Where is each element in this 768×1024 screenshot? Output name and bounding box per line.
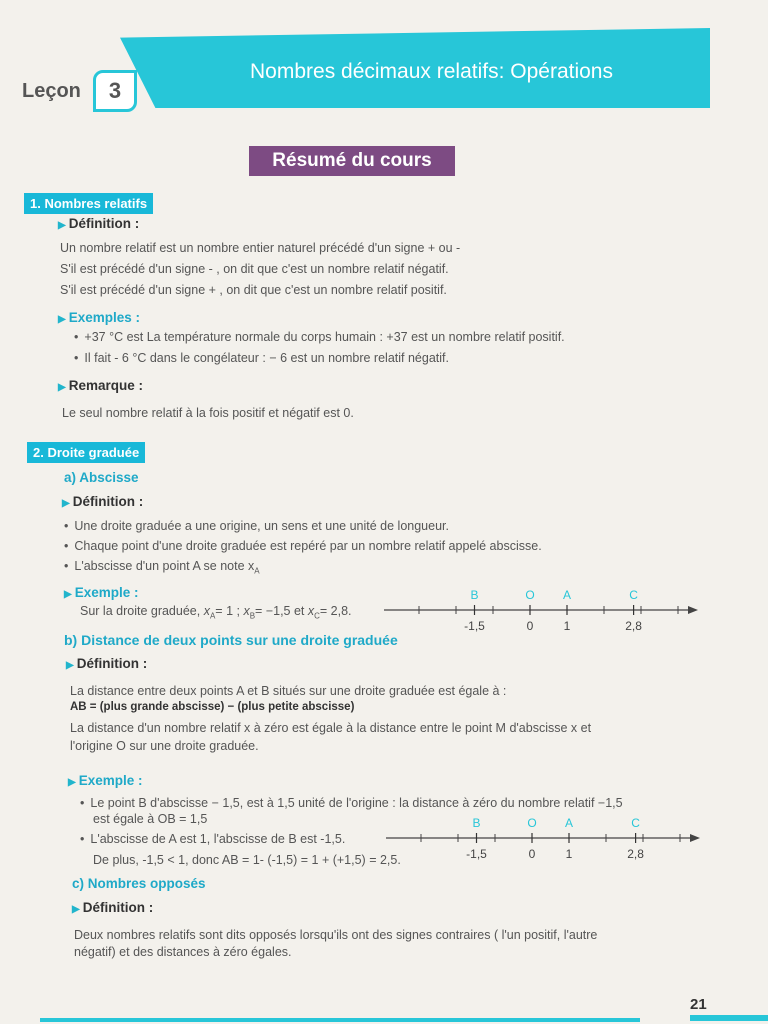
point-letter-o: O [527,816,537,830]
point-value-b: -1,5 [464,619,485,633]
s1-def-line-1: Un nombre relatif est un nombre entier naturel précédé d'un signe + ou - [60,241,461,255]
number-line-2 [382,812,712,866]
point-letter-b: B [470,588,479,602]
lesson-title: Nombres décimaux relatifs: Opérations [250,60,613,83]
s2a-example-text: Sur la droite graduée, $x_A= 1$ ; $x_B= -1,5$ et $x_C= 2,8$. [80,604,352,621]
s2b-definition-heading: ▶ Définition : [66,656,148,671]
s2b-formula: AB = (plus grande abscisse) − (plus petite abscisse) [70,701,355,713]
point-value-c: 2,8 [625,619,642,633]
s2a-heading: a) Abscisse [64,470,139,485]
s1-remark-text: Le seul nombre relatif à la fois positif et négatif est 0. [62,406,354,420]
s1-definition-heading: ▶ Définition : [58,216,140,231]
triangle-bullet-icon: ▶ [62,498,70,509]
s2b-example-line-1: • Le point B d'abscisse − 1,5, est à 1,5 unité de l'origine : la distance à zéro du nombre relatif −1,5 [80,796,623,810]
lesson-number-badge: 3 [93,70,137,112]
s1-example-2: • Il fait - 6 °C dans le congélateur : − 6 est un nombre relatif négatif. [74,351,449,365]
triangle-bullet-icon: ▶ [64,589,72,600]
page-number: 21 [690,996,707,1013]
triangle-bullet-icon: ▶ [58,220,66,231]
s1-def-line-2: S'il est précédé d'un signe - , on dit que c'est un nombre relatif négatif. [60,262,449,276]
s2c-definition-heading: ▶ Définition : [72,900,154,915]
s2b-example-line-2: est égale à OB = 1,5 [93,812,208,826]
s2a-bullet-1: • Une droite graduée a une origine, un sens et une unité de longueur. [64,519,449,533]
s1-example-1: • +37 °C est La température normale du corps humain : +37 est un nombre relatif positif. [74,330,565,344]
triangle-bullet-icon: ▶ [68,777,76,788]
point-letter-b: B [472,816,481,830]
s1-examples-heading: ▶ Exemples : [58,310,140,325]
s2b-example-line-4: De plus, -1,5 < 1, donc AB = 1- (-1,5) = 1 + (+1,5) = 2,5. [93,853,401,867]
s2c-heading: c) Nombres opposés [72,876,206,891]
lesson-label: Leçon [22,80,81,102]
point-value-a: 1 [563,619,571,633]
s2b-def-line-4: l'origine O sur une droite graduée. [70,739,259,753]
s2b-example-heading: ▶ Exemple : [68,773,143,788]
point-letter-o: O [525,588,535,602]
footer-bar-left [40,1018,640,1022]
s2c-def-line-2: négatif) et des distances à zéro égales. [74,945,292,959]
s2b-example-line-3: • L'abscisse de A est 1, l'abscisse de B est -1,5. [80,832,346,846]
number-line-1 [380,584,710,638]
point-value-o: 0 [528,847,536,861]
triangle-bullet-icon: ▶ [58,314,66,325]
s2b-heading: b) Distance de deux points sur une droite graduée [64,632,398,648]
s2a-bullet-3: • L'abscisse d'un point A se note $x_A$ [64,559,260,576]
s2c-def-line-1: Deux nombres relatifs sont dits opposés lorsqu'ils ont des signes contraires ( l'un positif, l'autre [74,928,598,942]
point-letter-c: C [629,588,638,602]
point-value-o: 0 [526,619,534,633]
s1-def-line-3: S'il est précédé d'un signe + , on dit que c'est un nombre relatif positif. [60,283,447,297]
point-value-a: 1 [565,847,573,861]
subscript-a: A [254,566,260,576]
point-letter-a: A [564,816,574,830]
s2b-def-line-1: La distance entre deux points A et B situés sur une droite graduée est égale à : [70,684,507,698]
point-value-b: -1,5 [466,847,487,861]
axis-arrow-icon [688,606,698,614]
section-2-tag: 2. Droite graduée [27,442,145,463]
axis-arrow-icon [690,834,700,842]
triangle-bullet-icon: ▶ [58,382,66,393]
triangle-bullet-icon: ▶ [66,660,74,671]
footer-bar [690,1015,768,1021]
resume-heading: Résumé du cours [249,146,455,176]
s2a-bullet-2: • Chaque point d'une droite graduée est repéré par un nombre relatif appelé abscisse. [64,539,542,553]
point-value-c: 2,8 [627,847,644,861]
section-1-tag: 1. Nombres relatifs [24,193,153,214]
point-letter-c: C [631,816,640,830]
point-letter-a: A [562,588,572,602]
s1-remark-heading: ▶ Remarque : [58,378,143,393]
s2a-example-heading: ▶ Exemple : [64,585,139,600]
s2b-def-line-3: La distance d'un nombre relatif x à zéro est égale à la distance entre le point M d'abscisse x et [70,721,592,735]
s2a-definition-heading: ▶ Définition : [62,494,144,509]
triangle-bullet-icon: ▶ [72,904,80,915]
